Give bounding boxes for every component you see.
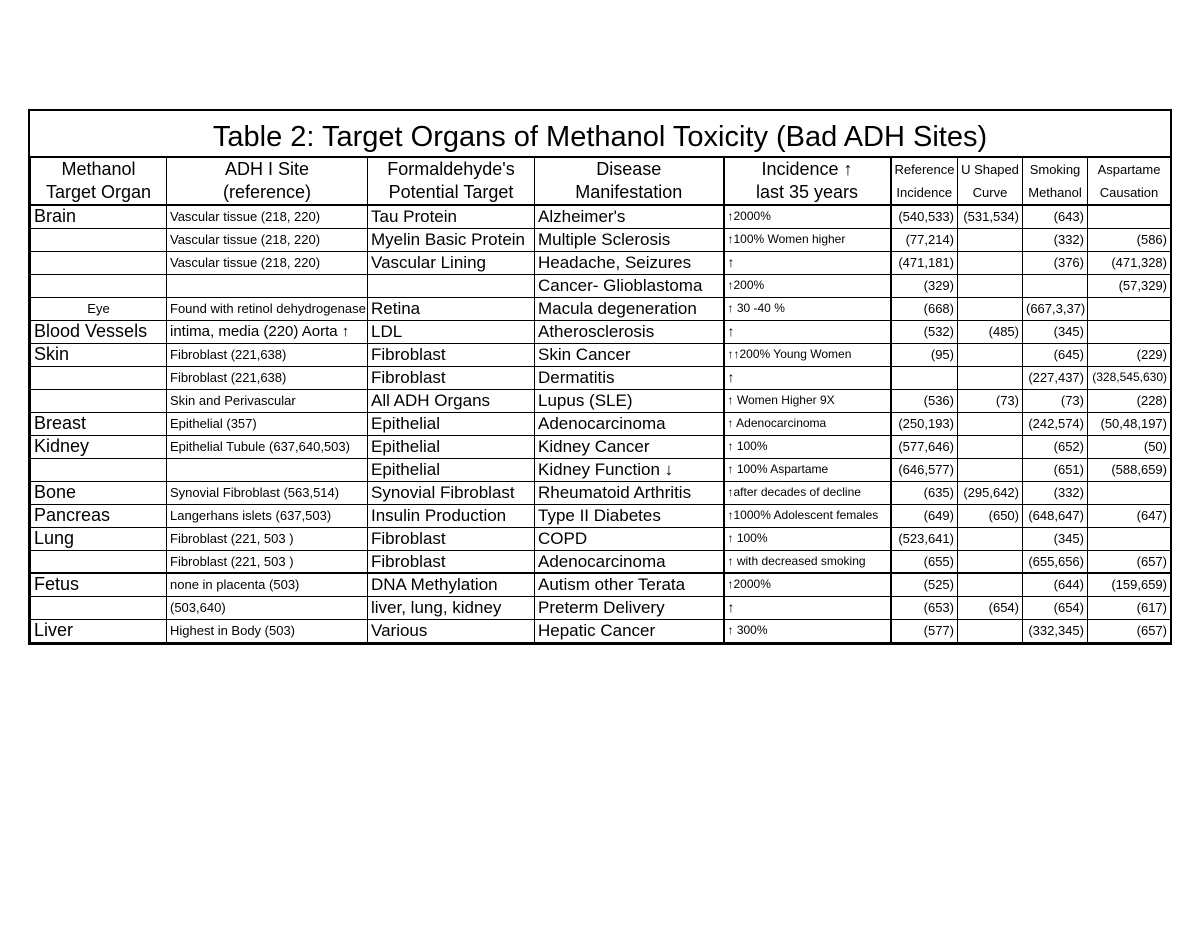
- header-cell: Methanol: [1023, 181, 1088, 205]
- smoking-methanol-cell: (332): [1023, 481, 1088, 504]
- smoking-methanol-cell: [1023, 274, 1088, 297]
- table-row: [31, 274, 1171, 297]
- u-shaped-curve-cell: [958, 458, 1023, 481]
- incidence-cell: ↑ with decreased smoking: [724, 550, 891, 573]
- reference-cell: (532): [891, 320, 958, 343]
- smoking-methanol-cell: (667,3,37): [1023, 297, 1088, 320]
- header-cell: Formaldehyde's: [368, 157, 535, 181]
- adh-site-cell: Fibroblast (221, 503 ): [167, 527, 368, 550]
- aspartame-causation-cell: [1088, 320, 1171, 343]
- header-row-2: [31, 181, 1171, 205]
- u-shaped-curve-cell: [958, 251, 1023, 274]
- header-cell: last 35 years: [724, 181, 891, 205]
- incidence-cell: ↑200%: [724, 274, 891, 297]
- u-shaped-curve-cell: (73): [958, 389, 1023, 412]
- table-row: [31, 343, 1171, 366]
- header-row-1: [31, 157, 1171, 181]
- aspartame-causation-cell: (657): [1088, 550, 1171, 573]
- disease-cell: Lupus (SLE): [535, 389, 724, 412]
- table-row: [31, 389, 1171, 412]
- formaldehyde-target-cell: LDL: [368, 320, 535, 343]
- adh-site-cell: Highest in Body (503): [167, 619, 368, 642]
- organ-cell: Blood Vessels: [31, 320, 167, 343]
- aspartame-causation-cell: (471,328): [1088, 251, 1171, 274]
- u-shaped-curve-cell: [958, 366, 1023, 389]
- formaldehyde-target-cell: Synovial Fibroblast: [368, 481, 535, 504]
- u-shaped-curve-cell: (295,642): [958, 481, 1023, 504]
- aspartame-causation-cell: (57,329): [1088, 274, 1171, 297]
- aspartame-causation-cell: (617): [1088, 596, 1171, 619]
- incidence-cell: ↑100% Women higher: [724, 228, 891, 251]
- reference-cell: (653): [891, 596, 958, 619]
- disease-cell: Type II Diabetes: [535, 504, 724, 527]
- organ-cell: [31, 251, 167, 274]
- adh-site-cell: Epithelial Tubule (637,640,503): [167, 435, 368, 458]
- disease-cell: Hepatic Cancer: [535, 619, 724, 642]
- incidence-cell: ↑: [724, 596, 891, 619]
- adh-site-cell: Skin and Perivascular: [167, 389, 368, 412]
- smoking-methanol-cell: (645): [1023, 343, 1088, 366]
- table-row: [31, 366, 1171, 389]
- adh-site-cell: Synovial Fibroblast (563,514): [167, 481, 368, 504]
- smoking-methanol-cell: (332,345): [1023, 619, 1088, 642]
- header-cell: Smoking: [1023, 157, 1088, 181]
- header-cell: Target Organ: [31, 181, 167, 205]
- formaldehyde-target-cell: DNA Methylation: [368, 573, 535, 596]
- smoking-methanol-cell: (227,437): [1023, 366, 1088, 389]
- table-row: [31, 320, 1171, 343]
- formaldehyde-target-cell: Epithelial: [368, 458, 535, 481]
- adh-site-cell: Fibroblast (221,638): [167, 343, 368, 366]
- table-row: [31, 435, 1171, 458]
- organ-cell: [31, 366, 167, 389]
- header-cell: Aspartame: [1088, 157, 1171, 181]
- table-row: [31, 550, 1171, 573]
- table-row: [31, 573, 1171, 596]
- reference-cell: (471,181): [891, 251, 958, 274]
- formaldehyde-target-cell: Fibroblast: [368, 343, 535, 366]
- header-cell: Curve: [958, 181, 1023, 205]
- reference-cell: [891, 366, 958, 389]
- u-shaped-curve-cell: (654): [958, 596, 1023, 619]
- disease-cell: Headache, Seizures: [535, 251, 724, 274]
- u-shaped-curve-cell: [958, 274, 1023, 297]
- formaldehyde-target-cell: [368, 274, 535, 297]
- header-cell: Disease: [535, 157, 724, 181]
- aspartame-causation-cell: (50,48,197): [1088, 412, 1171, 435]
- formaldehyde-target-cell: Insulin Production: [368, 504, 535, 527]
- table-row: [31, 251, 1171, 274]
- reference-cell: (635): [891, 481, 958, 504]
- header-cell: (reference): [167, 181, 368, 205]
- adh-site-cell: Vascular tissue (218, 220): [167, 228, 368, 251]
- reference-cell: (577): [891, 619, 958, 642]
- smoking-methanol-cell: (643): [1023, 205, 1088, 228]
- u-shaped-curve-cell: [958, 550, 1023, 573]
- disease-cell: Dermatitis: [535, 366, 724, 389]
- table-title: Table 2: Target Organs of Methanol Toxicity (Bad ADH Sites): [212, 121, 988, 153]
- u-shaped-curve-cell: [958, 435, 1023, 458]
- adh-site-cell: Epithelial (357): [167, 412, 368, 435]
- incidence-cell: ↑1000% Adolescent females: [724, 504, 891, 527]
- aspartame-causation-cell: (229): [1088, 343, 1171, 366]
- smoking-methanol-cell: (73): [1023, 389, 1088, 412]
- smoking-methanol-cell: (242,574): [1023, 412, 1088, 435]
- smoking-methanol-cell: (644): [1023, 573, 1088, 596]
- aspartame-causation-cell: (657): [1088, 619, 1171, 642]
- smoking-methanol-cell: (648,647): [1023, 504, 1088, 527]
- organ-cell: Fetus: [31, 573, 167, 596]
- smoking-methanol-cell: (332): [1023, 228, 1088, 251]
- header-cell: Reference: [891, 157, 958, 181]
- disease-cell: Cancer- Glioblastoma: [535, 274, 724, 297]
- organ-cell: [31, 274, 167, 297]
- u-shaped-curve-cell: [958, 297, 1023, 320]
- reference-cell: (95): [891, 343, 958, 366]
- formaldehyde-target-cell: Fibroblast: [368, 527, 535, 550]
- adh-site-cell: Langerhans islets (637,503): [167, 504, 368, 527]
- adh-site-cell: [167, 458, 368, 481]
- u-shaped-curve-cell: [958, 527, 1023, 550]
- organ-cell: Pancreas: [31, 504, 167, 527]
- organ-cell: Breast: [31, 412, 167, 435]
- organ-cell: [31, 458, 167, 481]
- disease-cell: Atherosclerosis: [535, 320, 724, 343]
- incidence-cell: ↑ Women Higher 9X: [724, 389, 891, 412]
- incidence-cell: ↑ 300%: [724, 619, 891, 642]
- table-row: [31, 412, 1171, 435]
- disease-cell: Skin Cancer: [535, 343, 724, 366]
- formaldehyde-target-cell: Epithelial: [368, 435, 535, 458]
- aspartame-causation-cell: (588,659): [1088, 458, 1171, 481]
- table-row: [31, 596, 1171, 619]
- organ-cell: Lung: [31, 527, 167, 550]
- disease-cell: Multiple Sclerosis: [535, 228, 724, 251]
- disease-cell: Adenocarcinoma: [535, 550, 724, 573]
- smoking-methanol-cell: (345): [1023, 527, 1088, 550]
- adh-site-cell: Vascular tissue (218, 220): [167, 205, 368, 228]
- adh-site-cell: Found with retinol dehydrogenase: [167, 297, 368, 320]
- aspartame-causation-cell: (50): [1088, 435, 1171, 458]
- u-shaped-curve-cell: [958, 619, 1023, 642]
- aspartame-causation-cell: [1088, 205, 1171, 228]
- incidence-cell: ↑ 100% Aspartame: [724, 458, 891, 481]
- table-row: [31, 458, 1171, 481]
- incidence-cell: ↑2000%: [724, 205, 891, 228]
- organ-cell: [31, 550, 167, 573]
- reference-cell: (668): [891, 297, 958, 320]
- aspartame-causation-cell: (159,659): [1088, 573, 1171, 596]
- organ-cell: Brain: [31, 205, 167, 228]
- incidence-cell: ↑: [724, 251, 891, 274]
- disease-cell: Autism other Terata: [535, 573, 724, 596]
- formaldehyde-target-cell: All ADH Organs: [368, 389, 535, 412]
- header-cell: Incidence ↑: [724, 157, 891, 181]
- disease-cell: Preterm Delivery: [535, 596, 724, 619]
- u-shaped-curve-cell: (531,534): [958, 205, 1023, 228]
- aspartame-causation-cell: (328,545,630): [1088, 366, 1171, 389]
- smoking-methanol-cell: (654): [1023, 596, 1088, 619]
- methanol-target-organs-table: [30, 156, 1171, 643]
- header-cell: U Shaped: [958, 157, 1023, 181]
- formaldehyde-target-cell: Epithelial: [368, 412, 535, 435]
- formaldehyde-target-cell: Fibroblast: [368, 366, 535, 389]
- organ-cell: Kidney: [31, 435, 167, 458]
- aspartame-causation-cell: (586): [1088, 228, 1171, 251]
- adh-site-cell: Fibroblast (221,638): [167, 366, 368, 389]
- aspartame-causation-cell: [1088, 297, 1171, 320]
- organ-cell: Liver: [31, 619, 167, 642]
- organ-cell: Skin: [31, 343, 167, 366]
- disease-cell: COPD: [535, 527, 724, 550]
- header-cell: Potential Target: [368, 181, 535, 205]
- aspartame-causation-cell: [1088, 481, 1171, 504]
- aspartame-causation-cell: (228): [1088, 389, 1171, 412]
- smoking-methanol-cell: (655,656): [1023, 550, 1088, 573]
- adh-site-cell: none in placenta (503): [167, 573, 368, 596]
- incidence-cell: ↑2000%: [724, 573, 891, 596]
- header-cell: ADH I Site: [167, 157, 368, 181]
- table-row: [31, 481, 1171, 504]
- smoking-methanol-cell: (652): [1023, 435, 1088, 458]
- reference-cell: (250,193): [891, 412, 958, 435]
- incidence-cell: ↑ 100%: [724, 527, 891, 550]
- formaldehyde-target-cell: Retina: [368, 297, 535, 320]
- smoking-methanol-cell: (651): [1023, 458, 1088, 481]
- incidence-cell: ↑ 100%: [724, 435, 891, 458]
- formaldehyde-target-cell: Myelin Basic Protein: [368, 228, 535, 251]
- incidence-cell: ↑↑200% Young Women: [724, 343, 891, 366]
- organ-cell: [31, 228, 167, 251]
- header-cell: Manifestation: [535, 181, 724, 205]
- reference-cell: (77,214): [891, 228, 958, 251]
- table-row: [31, 504, 1171, 527]
- disease-cell: Kidney Cancer: [535, 435, 724, 458]
- incidence-cell: ↑ Adenocarcinoma: [724, 412, 891, 435]
- table-row: [31, 205, 1171, 228]
- organ-cell: [31, 596, 167, 619]
- disease-cell: Alzheimer's: [535, 205, 724, 228]
- organ-cell: Eye: [31, 297, 167, 320]
- aspartame-causation-cell: (647): [1088, 504, 1171, 527]
- organ-cell: [31, 389, 167, 412]
- formaldehyde-target-cell: Various: [368, 619, 535, 642]
- incidence-cell: ↑: [724, 366, 891, 389]
- adh-site-cell: (503,640): [167, 596, 368, 619]
- formaldehyde-target-cell: Fibroblast: [368, 550, 535, 573]
- disease-cell: Rheumatoid Arthritis: [535, 481, 724, 504]
- reference-cell: (523,641): [891, 527, 958, 550]
- table-row: [31, 527, 1171, 550]
- header-cell: Incidence: [891, 181, 958, 205]
- u-shaped-curve-cell: [958, 343, 1023, 366]
- reference-cell: (646,577): [891, 458, 958, 481]
- incidence-cell: ↑after decades of decline: [724, 481, 891, 504]
- organ-cell: Bone: [31, 481, 167, 504]
- header-cell: Methanol: [31, 157, 167, 181]
- u-shaped-curve-cell: [958, 228, 1023, 251]
- reference-cell: (540,533): [891, 205, 958, 228]
- disease-cell: Macula degeneration: [535, 297, 724, 320]
- table-row: [31, 297, 1171, 320]
- header-cell: Causation: [1088, 181, 1171, 205]
- table-sheet: [28, 109, 1172, 645]
- table-row: [31, 228, 1171, 251]
- disease-cell: Adenocarcinoma: [535, 412, 724, 435]
- adh-site-cell: Fibroblast (221, 503 ): [167, 550, 368, 573]
- u-shaped-curve-cell: (650): [958, 504, 1023, 527]
- reference-cell: (655): [891, 550, 958, 573]
- reference-cell: (536): [891, 389, 958, 412]
- smoking-methanol-cell: (345): [1023, 320, 1088, 343]
- u-shaped-curve-cell: [958, 573, 1023, 596]
- adh-site-cell: [167, 274, 368, 297]
- reference-cell: (329): [891, 274, 958, 297]
- table-body: [31, 205, 1171, 642]
- reference-cell: (525): [891, 573, 958, 596]
- adh-site-cell: Vascular tissue (218, 220): [167, 251, 368, 274]
- aspartame-causation-cell: [1088, 527, 1171, 550]
- reference-cell: (649): [891, 504, 958, 527]
- disease-cell: Kidney Function ↓: [535, 458, 724, 481]
- incidence-cell: ↑ 30 -40 %: [724, 297, 891, 320]
- u-shaped-curve-cell: [958, 412, 1023, 435]
- u-shaped-curve-cell: (485): [958, 320, 1023, 343]
- smoking-methanol-cell: (376): [1023, 251, 1088, 274]
- table-row: [31, 619, 1171, 642]
- reference-cell: (577,646): [891, 435, 958, 458]
- formaldehyde-target-cell: Vascular Lining: [368, 251, 535, 274]
- incidence-cell: ↑: [724, 320, 891, 343]
- formaldehyde-target-cell: liver, lung, kidney: [368, 596, 535, 619]
- formaldehyde-target-cell: Tau Protein: [368, 205, 535, 228]
- adh-site-cell: intima, media (220) Aorta ↑: [167, 320, 368, 343]
